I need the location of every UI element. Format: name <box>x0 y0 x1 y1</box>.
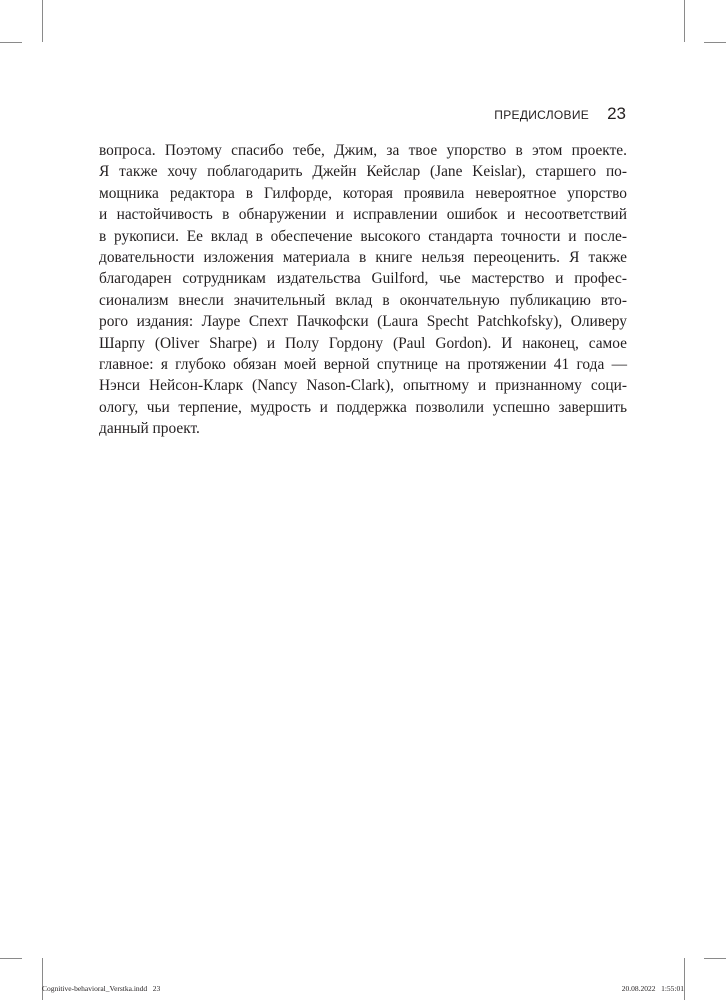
slug-timestamp: 20.08.2022 1:55:01 <box>621 984 684 993</box>
text-line: мощника редактора в Гилфорде, которая проявила невероятное упорство <box>99 184 627 202</box>
crop-mark-top-right-horizontal <box>704 42 726 43</box>
page-number: 23 <box>607 104 626 123</box>
text-line: в рукописи. Ее вклад в обеспечение высокого стандарта точности и после- <box>99 227 627 245</box>
crop-mark-top-left-vertical <box>42 0 43 42</box>
crop-mark-top-left-horizontal <box>0 42 22 43</box>
body-paragraph <box>99 140 627 439</box>
text-line: довательности изложения материала в книге нельзя переоценить. Я также <box>99 248 627 266</box>
text-line: Шарпу (Oliver Sharpe) и Полу Гордону (Paul Gordon). И наконец, самое <box>99 334 627 352</box>
text-line: рого издания: Лауре Спехт Пачкофски (Laura Specht Patchkofsky), Оливеру <box>99 313 627 331</box>
running-head <box>494 104 626 124</box>
crop-mark-top-right-vertical <box>684 0 685 42</box>
text-line: сионализм внесли значительный вклад в окончательную публикацию вто- <box>99 291 627 309</box>
text-line: Я также хочу поблагодарить Джейн Кейслар (Jane Keislar), старшего по- <box>99 163 627 181</box>
text-line: и настойчивость в обнаружении и исправлении ошибок и несоответствий <box>99 206 627 224</box>
text-line: Нэнси Нейсон-Кларк (Nancy Nason-Clark), опытному и признанному соци- <box>99 377 627 395</box>
text-line: благодарен сотрудникам издательства Guilford, чье мастерство и профес- <box>99 270 627 288</box>
slug-file-info: Cognitive-behavioral_Verstka.indd 23 <box>42 984 161 993</box>
text-line: главное: я глубоко обязан моей верной спутнице на протяжении 41 года — <box>99 355 627 373</box>
crop-mark-bottom-right-vertical <box>684 958 685 1000</box>
crop-mark-bottom-left-vertical <box>42 958 43 1000</box>
crop-mark-bottom-left-horizontal <box>0 958 22 959</box>
text-line: данный проект. <box>99 420 200 438</box>
text-line: вопроса. Поэтому спасибо тебе, Джим, за твое упорство в этом проекте. <box>99 142 627 159</box>
crop-mark-bottom-right-horizontal <box>704 958 726 959</box>
section-title: ПРЕДИСЛОВИЕ <box>494 108 590 122</box>
text-line: ологу, чьи терпение, мудрость и поддержка позволили успешно завершить <box>99 398 627 416</box>
